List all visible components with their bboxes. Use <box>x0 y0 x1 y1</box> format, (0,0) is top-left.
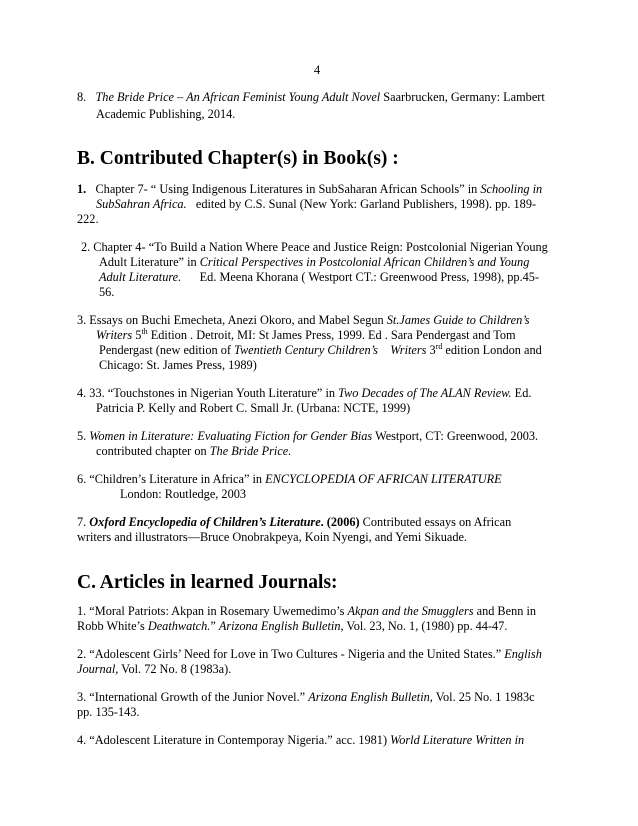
chapter-2-line4: 56. <box>99 285 115 299</box>
chapter-3-line4: Chicago: St. James Press, 1989) <box>99 358 257 372</box>
page-number: 4 <box>314 63 321 77</box>
article-2-line1: 2. “Adolescent Girls’ Need for Love in Two Cultures - Nigeria and the United States.” English <box>77 647 542 661</box>
article-2-line2: Journal, Vol. 72 No. 8 (1983a). <box>77 662 232 676</box>
chapter-2-line1: 2. Chapter 4- “To Build a Nation Where Peace and Justice Reign: Postcolonial Nigerian Young <box>81 240 548 254</box>
article-4-line1: 4. “Adolescent Literature in Contemporay Nigeria.” acc. 1981) World Literature Written in <box>77 733 525 747</box>
section-c-heading: C. Articles in learned Journals: <box>77 572 338 593</box>
chapter-7-line2: writers and illustrators—Bruce Onobrakpeya, Koin Nyengi, and Yemi Sikuade. <box>77 530 468 544</box>
chapter-4-line2: Patricia P. Kelly and Robert C. Small Jr. (Urbana: NCTE, 1999) <box>96 401 411 415</box>
article-1-line1: 1. “Moral Patriots: Akpan in Rosemary Uwemedimo’s Akpan and the Smugglers and Benn in <box>77 604 537 618</box>
chapter-3-line1: 3. Essays on Buchi Emecheta, Anezi Okoro, and Mabel Segun St.James Guide to Children’s <box>77 313 530 327</box>
section-b-heading: B. Contributed Chapter(s) in Book(s) : <box>77 148 399 169</box>
article-3-line1: 3. “International Growth of the Junior Novel.” Arizona English Bulletin, Vol. 25 No. 1 1983c <box>77 690 535 704</box>
chapter-1-line2: SubSahran Africa. edited by C.S. Sunal (New York: Garland Publishers, 1998). pp. 189- <box>96 197 537 211</box>
chapter-5-line1: 5. Women in Literature: Evaluating Fiction for Gender Bias Westport, CT: Greenwood, 2003. <box>77 429 539 443</box>
chapter-3-line2: Writers 5th Edition . Detroit, MI: St James Press, 1999. Ed . Sara Pendergast and Tom <box>96 326 516 342</box>
chapter-3-line3: Pendergast (new edition of Twentieth Century Children’s Writers 3rd edition London and <box>99 341 542 357</box>
chapter-6-line1: 6. “Children’s Literature in Africa” in ENCYCLOPEDIA OF AFRICAN LITERATURE <box>77 472 502 486</box>
chapter-7-line1: 7. Oxford Encyclopedia of Children’s Literature. (2006) Contributed essays on African <box>77 515 512 529</box>
chapter-5-line2: contributed chapter on The Bride Price. <box>96 444 292 458</box>
article-3-line2: pp. 135-143. <box>77 705 140 719</box>
chapter-2-line2: Adult Literature” in Critical Perspectives in Postcolonial African Children’s and Young <box>99 255 530 269</box>
chapter-1-line3: 222. <box>77 212 99 226</box>
chapter-1-line1: 1. Chapter 7- “ Using Indigenous Literatures in SubSaharan African Schools” in Schooling in <box>77 182 543 196</box>
book-entry-8-line1: 8. The Bride Price – An African Feminist Young Adult Novel Saarbrucken, Germany: Lambert <box>77 90 545 104</box>
chapter-2-line3: Adult Literature. Ed. Meena Khorana ( Westport CT.: Greenwood Press, 1998), pp.45- <box>99 270 540 284</box>
chapter-6-line2: London: Routledge, 2003 <box>120 487 247 501</box>
article-1-line2: Robb White’s Deathwatch.” Arizona English Bulletin, Vol. 23, No. 1, (1980) pp. 44-47. <box>77 619 508 633</box>
book-entry-8-line2: Academic Publishing, 2014. <box>96 107 236 121</box>
chapter-4-line1: 4. 33. “Touchstones in Nigerian Youth Literature” in Two Decades of The ALAN Review. Ed. <box>77 386 532 400</box>
